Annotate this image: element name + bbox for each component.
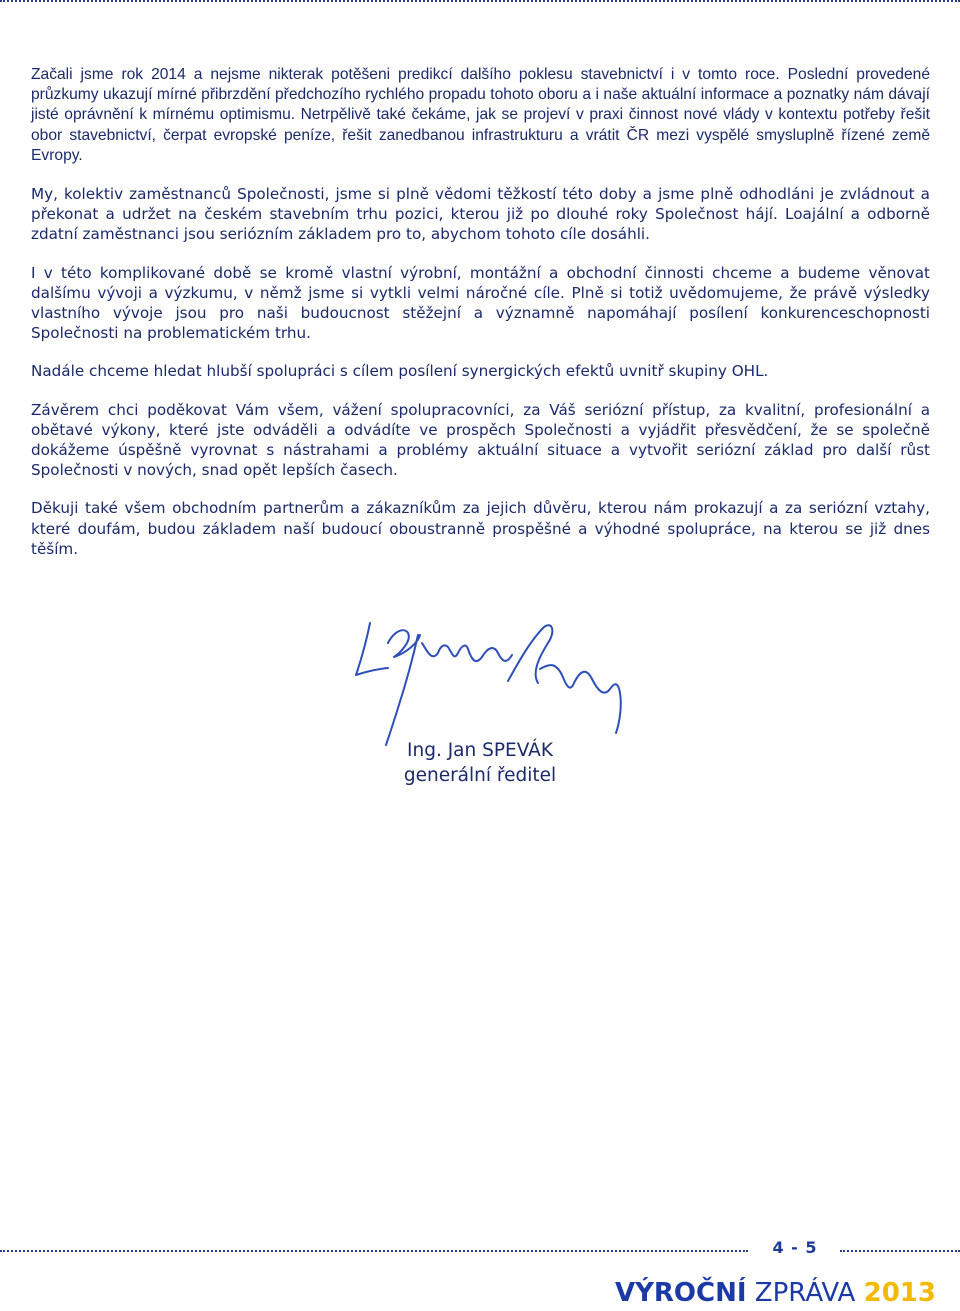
paragraph: Nadále chceme hledat hlubší spolupráci s cílem posílení synergických efektů uvnitř skupiny OHL. bbox=[31, 362, 769, 381]
paragraph: Děkuji také všem obchodním partnerům a zákazníkům za jejich důvěru, kterou nám prokazují a za seriózní vztahy, které doufám, budou základem naší budoucí oboustranně prospěšné a výhodné spolupráce, na kterou se již dnes těším. bbox=[31, 499, 930, 558]
page-number: 4 - 5 bbox=[772, 1238, 818, 1257]
report-title-year: 2013 bbox=[863, 1278, 936, 1308]
handwritten-signature bbox=[348, 613, 638, 753]
dotted-rule-left bbox=[0, 1250, 748, 1252]
report-title-bold: VÝROČNÍ bbox=[614, 1278, 747, 1308]
paragraph: Začali jsme rok 2014 a nejsme nikterak potěšeni predikcí dalšího poklesu stavebnictví i v tomto roce. Poslední provedené průzkumy ukazují mírné přibrzdění předchozího rychlého propadu tohoto oboru a i naše aktuální informace a poznatky nám dávají jisté oprávnění k mírnému optimismu. Netrpělivě také čekáme, jak se projeví v praxi činnost nové vlády v kontextu potřeby řešit obor stavebnictví, čerpat evropské peníze, řešit zanedbanou infrastrukturu a vrátit ČR mezi vyspělé smysluplně řízené země Evropy. bbox=[31, 66, 930, 164]
signer-name: Ing. Jan SPEVÁK bbox=[407, 740, 553, 761]
letter-body bbox=[31, 65, 930, 577]
report-title bbox=[615, 1278, 936, 1308]
signer-position: generální ředitel bbox=[403, 765, 557, 786]
report-title-regular: ZPRÁVA bbox=[746, 1278, 864, 1308]
page-number-row bbox=[0, 1238, 960, 1258]
dotted-rule-right bbox=[840, 1250, 960, 1252]
top-dotted-rule bbox=[0, 0, 960, 6]
signer-block bbox=[360, 738, 600, 788]
paragraph: My, kolektiv zaměstnanců Společnosti, jsme si plně vědomi těžkostí této doby a jsme plně odhodláni je zvládnout a překonat a udržet na českém stavebním trhu pozici, kterou již po dlouhé roky Společnost hájí. Loajální a odborně zdatní zaměstnanci jsou seriózním základem pro to, abychom tohoto cíle dosáhli. bbox=[31, 185, 930, 244]
paragraph: Závěrem chci poděkovat Vám všem, vážení spolupracovníci, za Váš seriózní přístup, za kvalitní, profesionální a obětavé výkony, které jste odváděli a odvádíte ve prospěch Společnosti a vyjádřit přesvědčení, že se společně dokážeme úspěšně vyrovnat s nástrahami a problémy aktuální situace a vytvořit seriózní základ pro další růst Společnosti v nových, snad opět lepších časech. bbox=[31, 400, 930, 480]
paragraph: I v této komplikované době se kromě vlastní výrobní, montážní a obchodní činnosti chceme a budeme věnovat dalšímu vývoji a výzkumu, v němž jsme si vytkli velmi náročné cíle. Plně si totiž uvědomujeme, že právě výsledky vlastního vývoje jsou pro naši budoucnost stěžejní a významně napomáhají posílení konkurenceschopnosti Společnosti na problematickém trhu. bbox=[31, 263, 930, 343]
